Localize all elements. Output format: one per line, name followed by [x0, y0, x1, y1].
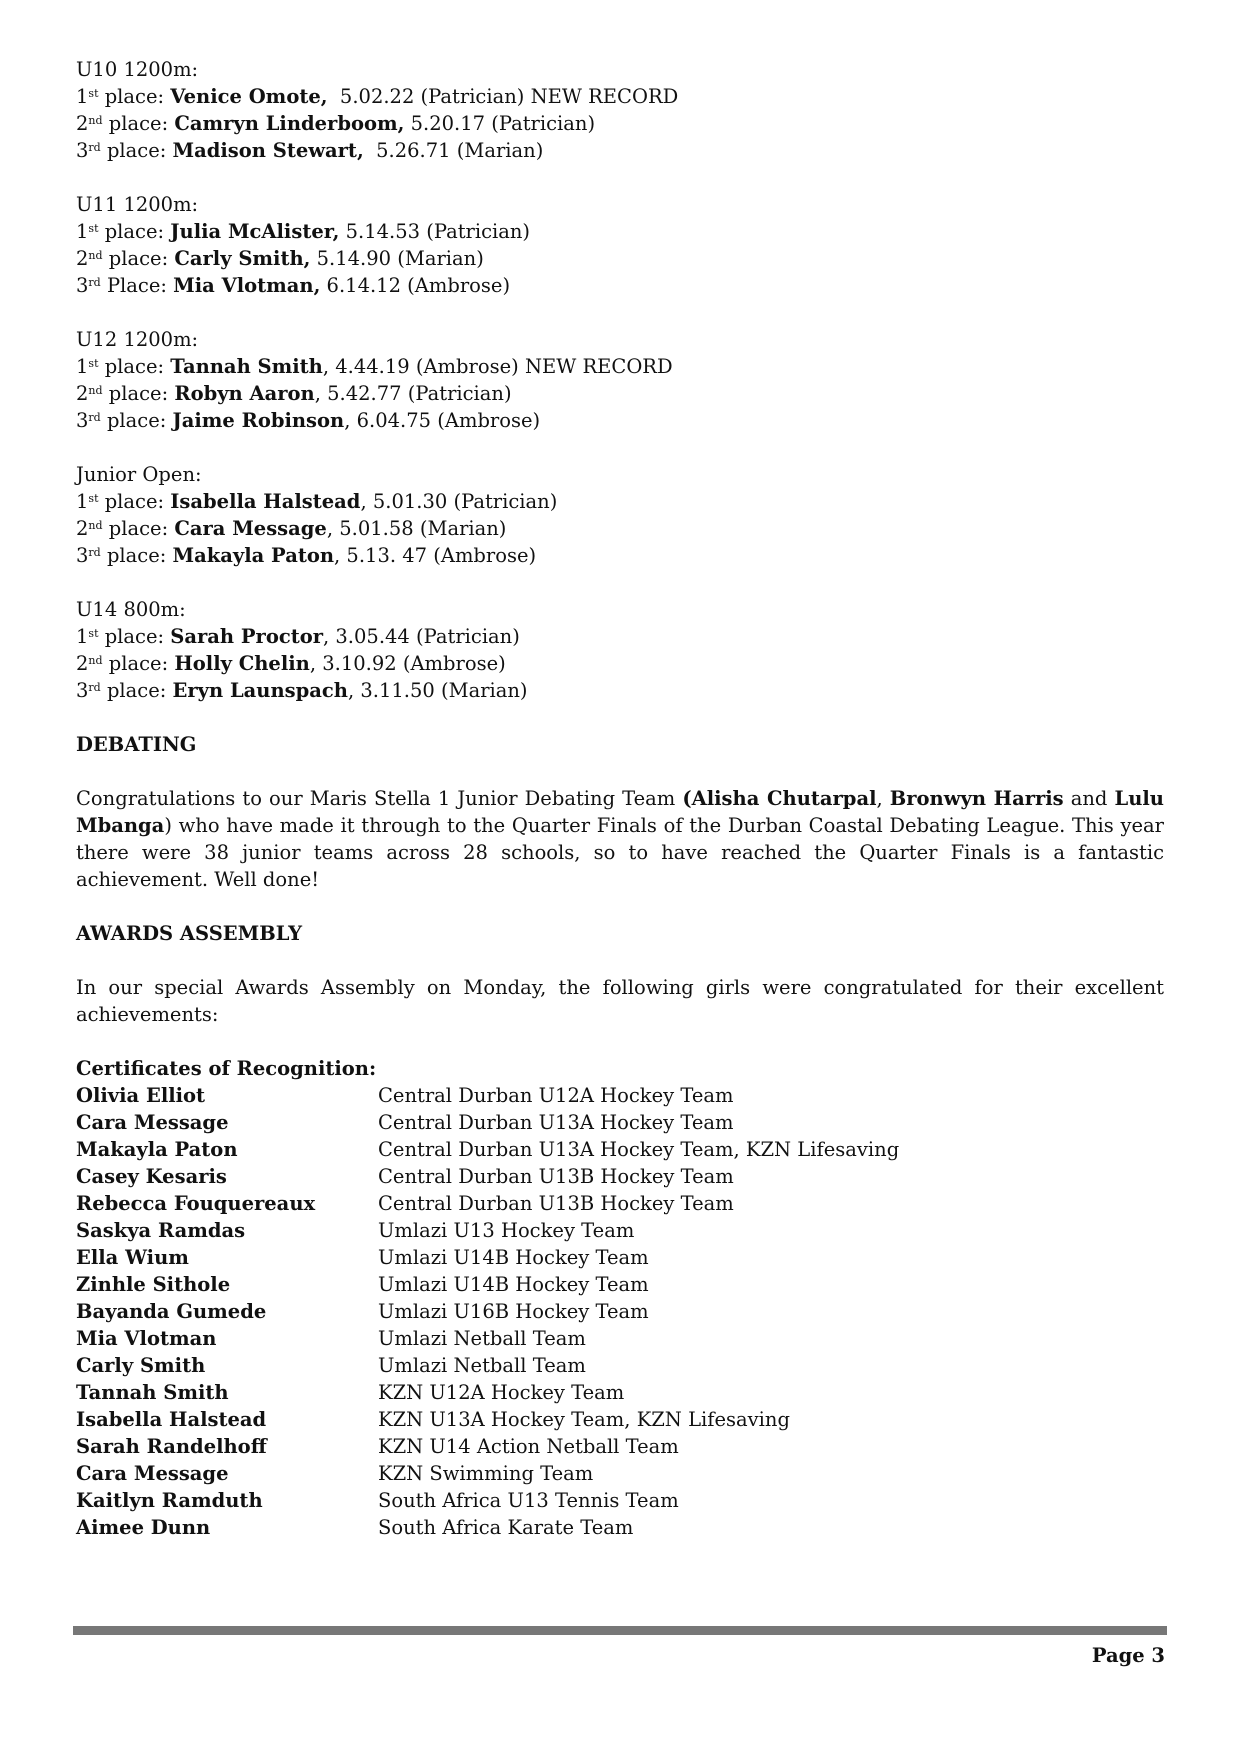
place-word: place: [106, 679, 167, 702]
place-number: 3 [76, 139, 89, 162]
place-number: 1 [76, 355, 89, 378]
footer-rule [73, 1626, 1167, 1635]
place-line [76, 407, 1164, 434]
place-line [76, 272, 1164, 299]
result-detail: , 3.10.92 (Ambrose) [309, 652, 506, 675]
document-body [76, 56, 1164, 1541]
athlete-name: Julia McAlister, [170, 220, 340, 243]
place-suffix: rd [88, 276, 101, 289]
result-detail: 5.14.90 (Marian) [310, 247, 484, 270]
event-title: Junior Open: [76, 463, 202, 486]
result-detail: 5.26.71 (Marian) [363, 139, 544, 162]
place-number: 2 [76, 652, 89, 675]
place-word: place: [106, 139, 167, 162]
award-row [76, 1406, 1164, 1433]
place-number: 1 [76, 625, 89, 648]
award-description: KZN Swimming Team [378, 1462, 594, 1485]
award-recipient: Rebecca Fouquereaux [76, 1192, 316, 1215]
award-row [76, 1433, 1164, 1460]
athlete-name: Robyn Aaron [174, 382, 315, 405]
award-row [76, 1487, 1164, 1514]
awards-heading: AWARDS ASSEMBLY [76, 922, 303, 945]
award-recipient: Ella Wium [76, 1246, 189, 1269]
award-row [76, 1460, 1164, 1487]
athlete-name: Sarah Proctor [170, 625, 323, 648]
award-row [76, 1325, 1164, 1352]
result-detail: , 6.04.75 (Ambrose) [344, 409, 541, 432]
result-detail: , 3.05.44 (Patrician) [323, 625, 520, 648]
award-row [76, 1190, 1164, 1217]
athlete-name: Camryn Linderboom, [174, 112, 405, 135]
athlete-name: Makayla Paton [172, 544, 335, 567]
award-description: Umlazi U13 Hockey Team [378, 1219, 635, 1242]
place-line [76, 83, 1164, 110]
award-recipient: Bayanda Gumede [76, 1300, 267, 1323]
award-recipient: Cara Message [76, 1462, 229, 1485]
event-title: U14 800m: [76, 598, 186, 621]
place-suffix: nd [88, 654, 103, 667]
debating-text-end: ) who have made it through to the Quarter Finals of the Durban Coastal Debating League. This year there were 38 junior teams across 28 schools, so to have reached the Quarter Finals is a fantastic achievement. Well done! [76, 814, 1164, 891]
place-suffix: rd [88, 681, 101, 694]
place-word: place: [104, 220, 165, 243]
award-row [76, 1109, 1164, 1136]
result-block-4 [76, 596, 1164, 704]
athlete-name: Tannah Smith [170, 355, 323, 378]
result-block-1 [76, 191, 1164, 299]
place-suffix: rd [88, 141, 101, 154]
award-row [76, 1136, 1164, 1163]
award-row [76, 1271, 1164, 1298]
result-detail: , 5.13. 47 (Ambrose) [334, 544, 537, 567]
award-recipient: Makayla Paton [76, 1138, 238, 1161]
place-word: place: [108, 112, 169, 135]
athlete-name: Holly Chelin [174, 652, 310, 675]
separator: and [1063, 787, 1115, 810]
place-number: 2 [76, 382, 89, 405]
result-block-0 [76, 56, 1164, 164]
award-row [76, 1514, 1164, 1541]
award-recipient: Casey Kesaris [76, 1165, 227, 1188]
award-recipient: Olivia Elliot [76, 1084, 206, 1107]
award-description: Central Durban U13A Hockey Team, KZN Lifesaving [378, 1138, 900, 1161]
award-recipient: Cara Message [76, 1111, 229, 1134]
place-line [76, 488, 1164, 515]
place-word: place: [108, 652, 169, 675]
award-description: Central Durban U13B Hockey Team [378, 1192, 734, 1215]
award-recipient: Carly Smith [76, 1354, 206, 1377]
award-row [76, 1379, 1164, 1406]
award-row [76, 1352, 1164, 1379]
award-description: Central Durban U13B Hockey Team [378, 1165, 734, 1188]
athlete-name: Carly Smith, [174, 247, 311, 270]
award-description: Umlazi U14B Hockey Team [378, 1246, 649, 1269]
result-detail: 5.20.17 (Patrician) [404, 112, 596, 135]
award-description: KZN U12A Hockey Team [378, 1381, 625, 1404]
award-row [76, 1298, 1164, 1325]
debater-name: Alisha Chutarpal [691, 787, 877, 810]
place-line [76, 353, 1164, 380]
debater-name: Bronwyn Harris [889, 787, 1064, 810]
place-line [76, 218, 1164, 245]
award-description: South Africa U13 Tennis Team [378, 1489, 679, 1512]
place-suffix: nd [88, 384, 103, 397]
place-suffix: st [88, 222, 99, 235]
place-suffix: rd [88, 411, 101, 424]
award-recipient: Saskya Ramdas [76, 1219, 246, 1242]
place-suffix: rd [88, 546, 101, 559]
place-suffix: nd [88, 249, 103, 262]
debating-heading: DEBATING [76, 733, 197, 756]
result-block-2 [76, 326, 1164, 434]
awards-list [76, 1082, 1164, 1541]
athlete-name: Jaime Robinson [172, 409, 345, 432]
place-number: 1 [76, 490, 89, 513]
debating-paragraph [76, 785, 1164, 893]
place-word: place: [106, 409, 167, 432]
place-line [76, 110, 1164, 137]
place-line [76, 515, 1164, 542]
award-row [76, 1163, 1164, 1190]
athlete-name: Madison Stewart, [172, 139, 364, 162]
place-number: 2 [76, 247, 89, 270]
result-detail: 6.14.12 (Ambrose) [320, 274, 511, 297]
place-number: 3 [76, 679, 89, 702]
place-number: 1 [76, 220, 89, 243]
place-word: place: [106, 544, 167, 567]
result-detail: , 5.01.30 (Patrician) [360, 490, 558, 513]
place-number: 3 [76, 274, 89, 297]
place-word: place: [104, 85, 165, 108]
place-line [76, 245, 1164, 272]
event-title: U12 1200m: [76, 328, 199, 351]
place-line [76, 542, 1164, 569]
place-number: 2 [76, 517, 89, 540]
separator: , [876, 787, 890, 810]
award-description: Umlazi Netball Team [378, 1354, 586, 1377]
place-suffix: st [88, 492, 99, 505]
paren: ( [682, 787, 692, 810]
athlete-name: Venice Omote, [170, 85, 328, 108]
award-row [76, 1082, 1164, 1109]
place-word: Place: [106, 274, 167, 297]
debating-text-start: Congratulations to our Maris Stella 1 Junior Debating Team [76, 787, 683, 810]
athlete-name: Mia Vlotman, [173, 274, 321, 297]
place-line [76, 623, 1164, 650]
event-title: U11 1200m: [76, 193, 199, 216]
award-recipient: Aimee Dunn [76, 1516, 211, 1539]
result-block-3 [76, 461, 1164, 569]
award-recipient: Kaitlyn Ramduth [76, 1489, 263, 1512]
race-results [76, 56, 1164, 704]
place-word: place: [108, 247, 169, 270]
award-recipient: Tannah Smith [76, 1381, 229, 1404]
result-detail: 5.02.22 (Patrician) NEW RECORD [327, 85, 679, 108]
result-detail: , 3.11.50 (Marian) [347, 679, 528, 702]
place-word: place: [104, 625, 165, 648]
place-word: place: [104, 355, 165, 378]
place-number: 1 [76, 85, 89, 108]
award-description: Umlazi U14B Hockey Team [378, 1273, 649, 1296]
award-recipient: Isabella Halstead [76, 1408, 267, 1431]
place-word: place: [104, 490, 165, 513]
certificates-heading: Certificates of Recognition: [76, 1057, 377, 1080]
place-number: 3 [76, 544, 89, 567]
award-recipient: Mia Vlotman [76, 1327, 217, 1350]
award-description: Central Durban U13A Hockey Team [378, 1111, 734, 1134]
award-description: Umlazi U16B Hockey Team [378, 1300, 649, 1323]
result-detail: , 5.01.58 (Marian) [326, 517, 507, 540]
place-suffix: nd [88, 519, 103, 532]
result-detail: 5.14.53 (Patrician) [339, 220, 531, 243]
athlete-name: Cara Message [174, 517, 327, 540]
athlete-name: Isabella Halstead [170, 490, 361, 513]
debater-name: Lulu Mbanga [76, 787, 1164, 837]
place-word: place: [108, 382, 169, 405]
place-line [76, 137, 1164, 164]
award-description: South Africa Karate Team [378, 1516, 634, 1539]
result-detail: , 4.44.19 (Ambrose) NEW RECORD [322, 355, 673, 378]
place-line [76, 650, 1164, 677]
award-recipient: Zinhle Sithole [76, 1273, 231, 1296]
award-recipient: Sarah Randelhoff [76, 1435, 267, 1458]
award-row [76, 1217, 1164, 1244]
place-line [76, 677, 1164, 704]
award-description: Umlazi Netball Team [378, 1327, 586, 1350]
place-suffix: nd [88, 114, 103, 127]
place-suffix: st [88, 87, 99, 100]
award-description: KZN U13A Hockey Team, KZN Lifesaving [378, 1408, 790, 1431]
athlete-name: Eryn Launspach [172, 679, 348, 702]
place-suffix: st [88, 357, 99, 370]
award-row [76, 1244, 1164, 1271]
award-description: KZN U14 Action Netball Team [378, 1435, 679, 1458]
page-number: Page 3 [1091, 1644, 1165, 1667]
place-number: 3 [76, 409, 89, 432]
event-title: U10 1200m: [76, 58, 199, 81]
result-detail: , 5.42.77 (Patrician) [314, 382, 512, 405]
place-line [76, 380, 1164, 407]
awards-intro: In our special Awards Assembly on Monday, the following girls were congratulated for their excellent achievements: [76, 976, 1164, 1026]
award-description: Central Durban U12A Hockey Team [378, 1084, 734, 1107]
place-suffix: st [88, 627, 99, 640]
place-word: place: [108, 517, 169, 540]
place-number: 2 [76, 112, 89, 135]
